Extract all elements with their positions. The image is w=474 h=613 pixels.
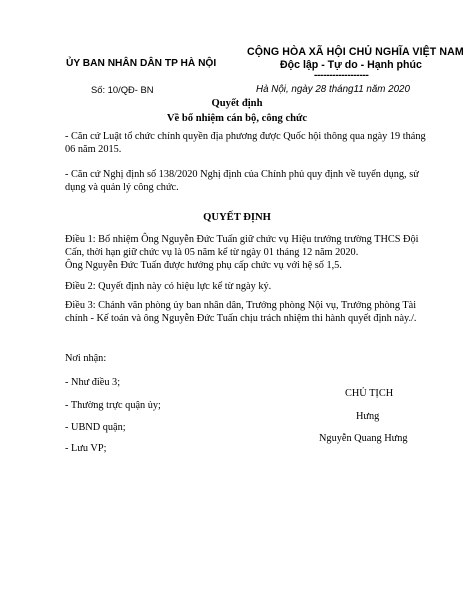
signer-name: Nguyễn Quang Hưng [319, 433, 408, 444]
recipients-label: Nơi nhận: [65, 353, 107, 364]
preamble-decree: - Căn cứ Nghị định số 138/2020 Nghị định của Chính phủ quy định về tuyển dụng, sử dụng và quản lý công chức. [65, 169, 419, 193]
motto-divider: ------------------ [314, 70, 369, 81]
document-subtitle: Về bổ nhiệm cán bộ, công chức [166, 113, 308, 124]
national-motto: Độc lập - Tự do - Hạnh phúc [280, 59, 422, 71]
recipient-item: - Như điều 3; [65, 377, 121, 388]
article-2: Điều 2: Quyết định này có hiệu lực kể từ ngày ký. [65, 281, 272, 292]
issuing-authority: ỦY BAN NHÂN DÂN TP HÀ NỘI [66, 58, 217, 69]
recipient-item: - Lưu VP; [65, 443, 107, 454]
article-1-allowance: Ông Nguyễn Đức Tuấn được hưởng phụ cấp chức vụ với hệ số 1,5. [65, 260, 342, 271]
place-and-date: Hà Nội, ngày 28 tháng11 năm 2020 [256, 84, 410, 95]
article-1: Điều 1: Bổ nhiệm Ông Nguyễn Đức Tuấn giữ chức vụ Hiệu trưởng trường THCS Đội Cấn, thời hạn giữ chức vụ là 05 năm kể từ ngày 01 tháng 12 năm 2020. [65, 234, 419, 258]
national-title: CỘNG HÒA XÃ HỘI CHỦ NGHĨA VIỆT NAM [247, 46, 464, 58]
article-3: Điều 3: Chánh văn phòng ủy ban nhân dân, Trưởng phòng Nội vụ, Trưởng phòng Tài chính - Kế toán và ông Nguyễn Đức Tuấn chịu trách nhiệm thi hành quyết định này./. [65, 300, 417, 324]
preamble-law: - Căn cứ Luật tổ chức chính quyền địa phương được Quốc hội thông qua ngày 19 tháng 06 năm 2015. [65, 131, 426, 155]
recipient-item: - Thường trực quận ủy; [65, 400, 161, 411]
document-number: Số: 10/QĐ- BN [91, 84, 154, 95]
signer-position: CHỦ TỊCH [345, 388, 394, 399]
decision-heading: QUYẾT ĐỊNH [203, 212, 271, 223]
recipient-item: - UBND quận; [65, 422, 126, 433]
document-title: Quyết định [211, 98, 263, 109]
signature: Hưng [356, 411, 380, 422]
